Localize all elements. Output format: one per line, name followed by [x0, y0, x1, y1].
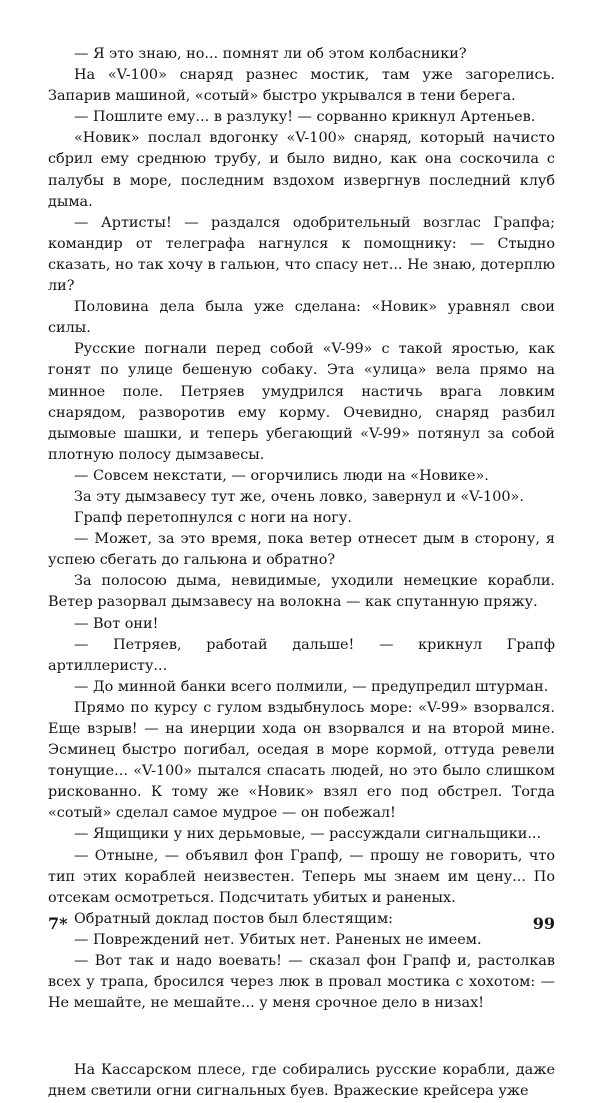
- paragraph: — Вот так и надо воевать! — сказал фон Грапф и, растолкав всех у трапа, бросился через люк в провал мостика с хохотом: — Не мешайте, не мешайте... у меня срочное дело в низах!: [48, 953, 555, 1012]
- section-break: [48, 1014, 555, 1060]
- paragraph: Половина дела была уже сделана: «Новик» уравнял свои силы.: [48, 299, 555, 337]
- paragraph: «Новик» послал вдогонку «V-100» снаряд, который начисто сбрил ему среднюю трубу, и было видно, как она соскочила с палубы в море, последним вздохом извергнув последний клуб дыма.: [48, 130, 555, 210]
- paragraph: — Петряев, работай дальше! — крикнул Грапф артиллеристу...: [48, 636, 555, 674]
- paragraph: — Ящищики у них дерьмовые, — рассуждали сигнальщики...: [74, 826, 542, 843]
- paragraph: — Отныне, — объявил фон Грапф, — прошу не говорить, что тип этих кораблей неизвестен. Теперь мы знаем им цену... По отсекам осмотреться. Подсчитать убитых и раненых.: [48, 847, 555, 906]
- paragraph: За полосою дыма, невидимые, уходили немецкие корабли. Ветер разорвал дымзавесу на волокна — как спутанную пряжу.: [48, 573, 555, 611]
- paragraph: Грапф перетопнулся с ноги на ногу.: [74, 510, 352, 527]
- paragraph: На «V-100» снаряд разнес мостик, там уже загорелись. Запарив машиной, «сотый» быстро укрывался в тени берега.: [48, 67, 555, 105]
- printer-signature-mark: 7*: [48, 914, 68, 933]
- paragraph: — Артисты! — раздался одобрительный возглас Грапфа; командир от телеграфа нагнулся к помощнику: — Стыдно сказать, но так хочу в гальюн, что спасу нет... Не знаю, дотерплю ли?: [48, 214, 555, 295]
- next-section-paragraph: На Кассарском плесе, где собирались русские корабли, даже днем светили огни сигнальных буев. Вражеские крейсера уже: [48, 1062, 555, 1100]
- paragraph: — Я это знаю, но... помнят ли об этом колбасники?: [74, 46, 467, 62]
- paragraph: — Повреждений нет. Убитых нет. Раненых не имеем.: [74, 931, 482, 948]
- paragraph: — Совсем некстати, — огорчились люди на «Новике».: [74, 467, 489, 484]
- paragraph: — Вот они!: [74, 615, 159, 632]
- paragraph: Русские погнали перед собой «V-99» с такой яростью, как гонят по улице бешеную собаку. Эта «улица» вела прямо на минное поле. Петряев умудрился настичь врага ловким снарядом, разворотив ему корму. Очевидно, снаряд разбил дымовые шашки, и теперь убегающий «V-99» потянул за собой плотную полосу дымзавесы.: [48, 341, 555, 463]
- paragraph: Обратный доклад постов был блестящим:: [74, 910, 393, 927]
- page-number: 99: [532, 914, 555, 933]
- paragraph: За эту дымзавесу тут же, очень ловко, завернул и «V-100».: [74, 488, 524, 505]
- paragraph: — Пошлите ему... в разлуку! — сорванно крикнул Артеньев.: [74, 109, 536, 126]
- paragraph: — Может, за это время, пока ветер отнесет дым в сторону, я успею сбегать до гальюна и обратно?: [48, 531, 555, 569]
- paragraph: Прямо по курсу с гулом вздыбнулось море: «V-99» взорвался. Еще взрыв! — на инерции хода он взорвался и на второй мине. Эсминец быстро погибал, оседая в море кормой, оттуда ревели тонущие... «V-100» пытался спасать людей, но это было слишком рискованно. К тому же «Новик» взял его под обстрел. Тогда «сотый» сделал самое мудрое — он побежал!: [48, 699, 555, 822]
- page-text-block: [48, 44, 555, 1103]
- paragraph: — До минной банки всего полмили, — предупредил штурман.: [74, 678, 549, 695]
